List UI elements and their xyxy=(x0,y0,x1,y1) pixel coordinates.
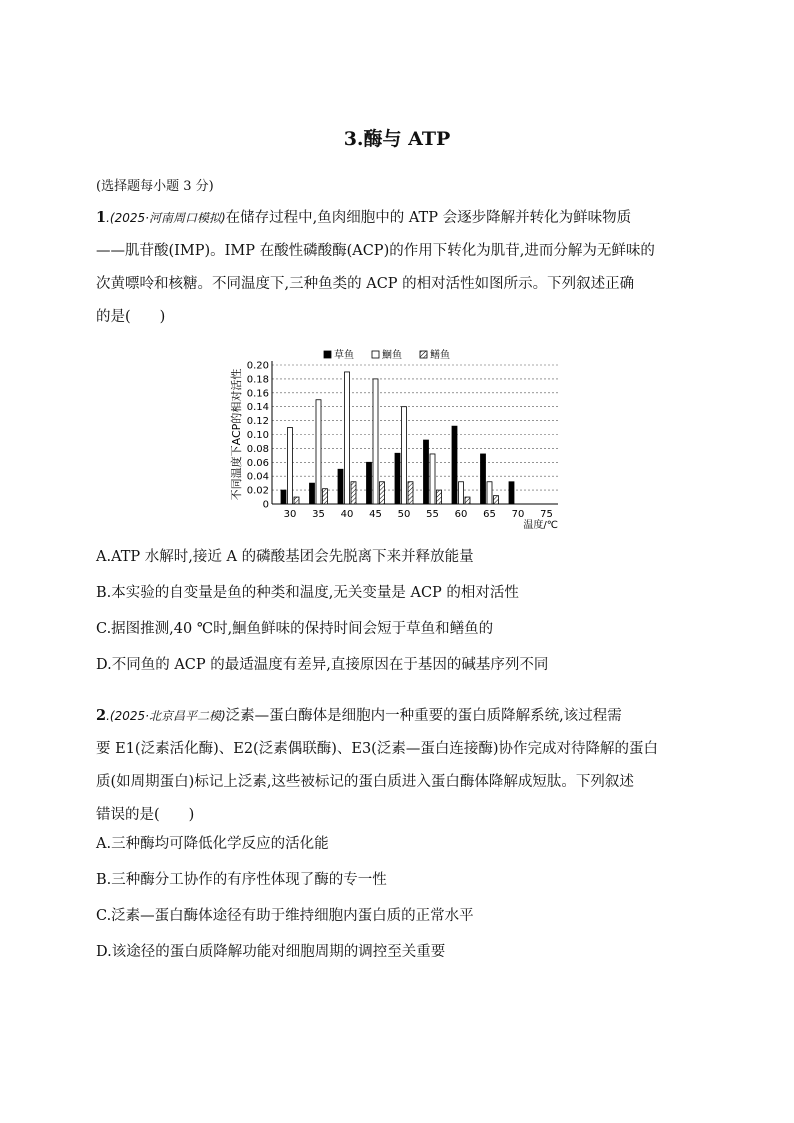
question-2-line-1 xyxy=(96,699,700,733)
question-1-option-a: A.ATP 水解时,接近 A 的磷酸基团会先脱离下来并释放能量 xyxy=(96,549,474,565)
y-tick-label: 0.12 xyxy=(246,416,269,428)
legend-swatch-鮰鱼 xyxy=(372,351,379,358)
question-1-line-3: 次黄嘌呤和核糖。不同温度下,三种鱼类的 ACP 的相对活性如图所示。下列叙述正确 xyxy=(96,276,635,292)
x-tick-label: 35 xyxy=(312,509,325,520)
bar-鳝鱼-30 xyxy=(294,497,299,504)
question-1-option-b: B.本实验的自变量是鱼的种类和温度,无关变量是 ACP 的相对活性 xyxy=(96,585,519,601)
acp-activity-chart xyxy=(228,345,568,530)
bar-鮰鱼-40 xyxy=(345,372,350,504)
bar-草鱼-35 xyxy=(310,483,315,504)
question-2-line-2: 要 E1(泛素活化酶)、E2(泛素偶联酶)、E3(泛素—蛋白连接酶)协作完成对待降解的蛋白 xyxy=(96,741,658,757)
bar-鮰鱼-60 xyxy=(459,482,464,504)
question-1-option-c: C.据图推测,40 ℃时,鮰鱼鲜味的保持时间会短于草鱼和鳝鱼的 xyxy=(96,621,494,637)
y-tick-label: 0.06 xyxy=(246,457,269,469)
bar-鳝鱼-65 xyxy=(494,496,499,504)
bar-鮰鱼-45 xyxy=(373,379,378,504)
y-tick-label: 0.20 xyxy=(246,360,269,372)
legend-swatch-草鱼 xyxy=(324,351,331,358)
question-2-number: 2 xyxy=(96,707,107,724)
question-1-line-4: 的是( ) xyxy=(96,309,166,325)
bar-草鱼-40 xyxy=(338,469,343,504)
legend-swatch-鳝鱼 xyxy=(420,351,427,358)
question-1-source: .(2025·河南周口模拟) xyxy=(106,211,226,225)
question-1-option-d: D.不同鱼的 ACP 的最适温度有差异,直接原因在于基因的碱基序列不同 xyxy=(96,657,549,673)
bar-鳝鱼-60 xyxy=(465,497,470,504)
x-tick-label: 70 xyxy=(511,509,525,520)
bar-草鱼-30 xyxy=(281,490,286,504)
bar-鳝鱼-55 xyxy=(437,490,442,504)
y-tick-label: 0.16 xyxy=(246,388,269,400)
y-axis-label: 不同温度下ACP的相对活性 xyxy=(230,368,243,501)
bar-鮰鱼-65 xyxy=(487,482,492,504)
bar-草鱼-70 xyxy=(509,482,514,504)
question-2-option-d: D.该途径的蛋白质降解功能对细胞周期的调控至关重要 xyxy=(96,944,446,960)
x-tick-label: 75 xyxy=(540,509,553,520)
question-1-text: 在储存过程中,鱼肉细胞中的 ATP 会逐步降解并转化为鲜味物质 xyxy=(225,210,632,226)
bar-鳝鱼-35 xyxy=(323,489,328,504)
question-2-option-a: A.三种酶均可降低化学反应的活化能 xyxy=(96,836,329,852)
score-note: (选择题每小题 3 分) xyxy=(96,179,214,194)
question-2-option-c: C.泛素—蛋白酶体途径有助于维持细胞内蛋白质的正常水平 xyxy=(96,908,474,924)
y-tick-label: 0.14 xyxy=(246,402,269,414)
legend-label-草鱼: 草鱼 xyxy=(334,350,354,361)
question-2-stem xyxy=(96,699,700,832)
y-tick-label: 0.10 xyxy=(246,430,269,441)
x-tick-label: 30 xyxy=(283,509,297,520)
bar-草鱼-65 xyxy=(481,454,486,504)
bar-草鱼-45 xyxy=(367,462,372,504)
x-tick-label: 60 xyxy=(454,509,468,520)
legend-label-鮰鱼: 鮰鱼 xyxy=(382,350,402,361)
x-tick-label: 50 xyxy=(397,509,411,520)
y-tick-label: 0.18 xyxy=(246,374,269,386)
question-2-option-b: B.三种酶分工协作的有序性体现了酶的专一性 xyxy=(96,872,387,888)
legend-label-鳝鱼: 鳝鱼 xyxy=(430,350,450,361)
bar-草鱼-60 xyxy=(452,426,457,504)
question-2-line-3: 质(如周期蛋白)标记上泛素,这些被标记的蛋白质进入蛋白酶体降解成短肽。下列叙述 xyxy=(96,774,634,790)
y-tick-label: 0.08 xyxy=(246,443,269,455)
bar-鮰鱼-50 xyxy=(402,407,407,504)
bar-鮰鱼-30 xyxy=(288,428,293,504)
question-1-stem xyxy=(96,201,700,334)
x-tick-label: 55 xyxy=(426,509,439,520)
bar-草鱼-55 xyxy=(424,440,429,504)
question-1-line-2: ——肌苷酸(IMP)。IMP 在酸性磷酸酶(ACP)的作用下转化为肌苷,进而分解为无鲜味的 xyxy=(96,243,655,259)
question-2-line-4: 错误的是( ) xyxy=(96,807,195,823)
x-tick-label: 65 xyxy=(483,509,496,520)
x-axis-label: 温度/℃ xyxy=(523,520,558,530)
bar-鳝鱼-40 xyxy=(351,482,356,504)
bar-鮰鱼-55 xyxy=(430,454,435,504)
x-tick-label: 40 xyxy=(340,509,354,520)
question-1-line-1 xyxy=(96,201,700,235)
question-1-number: 1 xyxy=(96,209,107,226)
page-title: 3.酶与 ATP xyxy=(343,128,451,150)
bar-草鱼-50 xyxy=(395,453,400,504)
y-tick-label: 0.02 xyxy=(246,485,269,497)
bar-鮰鱼-35 xyxy=(316,400,321,504)
question-2-text: 泛素—蛋白酶体是细胞内一种重要的蛋白质降解系统,该过程需 xyxy=(225,708,622,724)
chart-svg xyxy=(228,345,568,530)
y-tick-label: 0.04 xyxy=(246,471,269,483)
y-tick-label: 0 xyxy=(262,499,269,511)
question-2-source: .(2025·北京昌平二模) xyxy=(106,709,226,723)
bar-鳝鱼-50 xyxy=(408,482,413,504)
bar-鳝鱼-45 xyxy=(380,482,385,504)
x-tick-label: 45 xyxy=(369,509,382,520)
